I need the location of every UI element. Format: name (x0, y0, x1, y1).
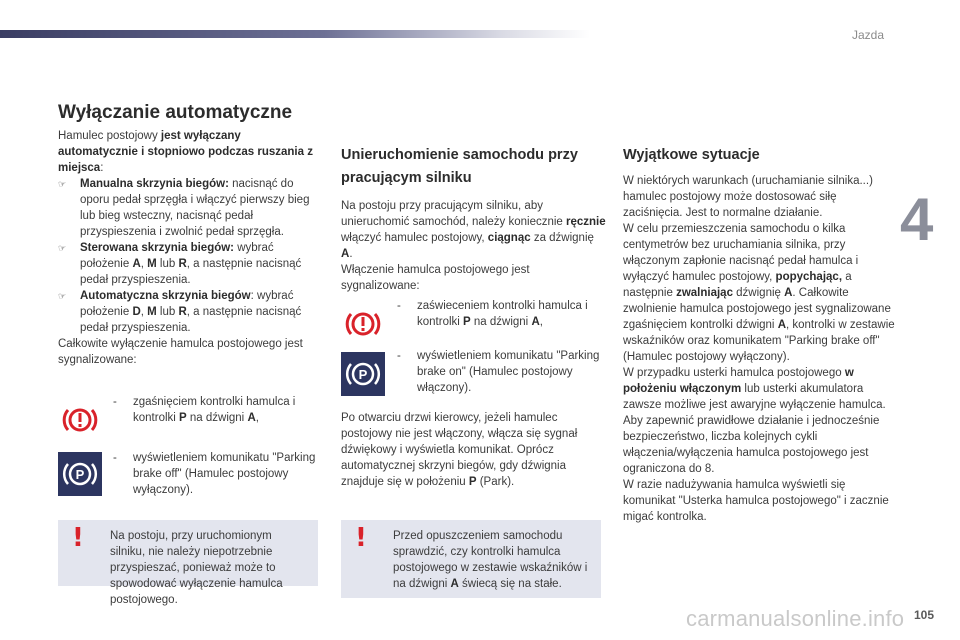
gearbox-list (58, 176, 323, 336)
finger-pointer-icon: ☞ (58, 243, 67, 253)
engage-item-light: - zaświeceniem kontrolki hamulca i kontrolki P na dźwigni A, (397, 300, 588, 328)
column-exceptional-situations (623, 144, 895, 525)
paragraph: Na postoju przy pracującym silniku, aby unieruchomić samochód, należy koniecznie ręcznie włączyć hamulec postojowy, ciągnąc za dźwignię A. (341, 200, 606, 260)
brake-warning-icon (58, 398, 102, 442)
column-automatic-release (58, 128, 323, 368)
exclamation-icon: ! (355, 523, 367, 553)
column-immobilisation (341, 144, 606, 294)
paragraph: W razie nadużywania hamulca wyświetli się komunikat "Usterka hamulca postojowego" i zacznie migać kontrolka. (623, 479, 889, 523)
finger-pointer-icon: ☞ (58, 179, 67, 189)
exclamation-icon: ! (72, 523, 84, 553)
brake-warning-icon (341, 302, 385, 346)
parking-brake-icon (58, 452, 102, 496)
list-item: ☞ Automatyczna skrzynia biegów: wybrać położenie D, M lub R, a następnie nacisnąć pedał przyspieszenia. (58, 290, 302, 334)
section-heading: Unieruchomienie samochodu przy pracującym silniku (341, 147, 578, 186)
paragraph: W celu przemieszczenia samochodu o kilka centymetrów bez uruchamiania silnika, przy włączonym zapłonie nacisnąć pedał hamulca i wyłączyć hamulec postojowy, popychając, a następnie zwalniając dźwignię A. Całkowite zwolnienie hamulca postojowego jest sygnalizowane zgaśnięciem kontrolki dźwigni A, kontrolki w zestawie wskaźników oraz komunikatem "Parking brake off" (Hamulec postojowy wyłączony). (623, 223, 895, 363)
list-item: ☞ Manualna skrzynia biegów: nacisnąć do oporu pedał sprzęgła i włączyć pierwszy bieg lub bieg wsteczny, nacisnąć pedał przyspieszenia i zwolnić pedał sprzęgła. (58, 178, 310, 238)
release-item-light: - zgaśnięciem kontrolki hamulca i kontrolki P na dźwigni A, (113, 396, 296, 424)
section-heading: Wyjątkowe sytuacje (623, 147, 760, 163)
watermark: carmanualsonline.info (686, 606, 905, 631)
parking-brake-icon (341, 352, 385, 396)
release-item-message: - wyświetleniem komunikatu "Parking brake off" (Hamulec postojowy wyłączony). (113, 452, 316, 496)
finger-pointer-icon: ☞ (58, 291, 67, 301)
section-label: Jazda (851, 28, 884, 42)
svg-text:P: P (75, 467, 85, 482)
svg-text:P: P (358, 367, 368, 382)
page-title: Wyłączanie automatyczne (58, 102, 293, 123)
paragraph: Włączenie hamulca postojowego jest sygnalizowane: (341, 264, 530, 292)
list-item: ☞ Sterowana skrzynia biegów: wybrać położenie A, M lub R, a następnie nacisnąć pedał przyspieszenia. (58, 242, 302, 286)
note-box-leaving-car: ! Przed opuszczeniem samochodu sprawdzić, czy kontrolki hamulca postojowego w zestawie wskaźników i na dźwigni A świecą się na stałe. (341, 520, 601, 598)
intro-paragraph: Hamulec postojowy jest wyłączany automatycznie i stopniowo podczas ruszania z miejsca: (58, 130, 313, 174)
paragraph: Aby zapewnić prawidłowe działanie i jednocześnie bezpieczeństwo, liczba kolejnych cykli włączenia/wyłączenia hamulca postojowego jest ograniczona do 8. (623, 415, 880, 475)
header-bar (0, 30, 590, 38)
outro-paragraph: Całkowite wyłączenie hamulca postojowego jest sygnalizowane: (58, 338, 303, 366)
door-open-paragraph: Po otwarciu drzwi kierowcy, jeżeli hamulec postojowy nie jest włączony, włącza się sygnał dźwiękowy i wyświetla komunikat. Oprócz automatycznej skrzyni biegów, gdy dźwignia znajduje się w położeniu P (Park). (341, 412, 578, 488)
paragraph: W niektórych warunkach (uruchamianie silnika...) hamulec postojowy może dostosować siłę zaciśnięcia. Jest to normalne działanie. (623, 175, 873, 219)
paragraph: W przypadku usterki hamulca postojowego w położeniu włączonym lub usterki akumulatora zawsze możliwe jest awaryjne wyłączenie hamulca. (623, 367, 886, 411)
page-number: 105 (914, 608, 935, 622)
note-box-acceleration: ! Na postoju, przy uruchomionym silniku, nie należy niepotrzebnie przyspieszać, ponieważ może to spowodować wyłączenie hamulca postojowego. (58, 520, 318, 586)
engage-item-message: - wyświetleniem komunikatu "Parking brake on" (Hamulec postojowy włączony). (397, 350, 600, 394)
chapter-number: 4 (900, 186, 934, 253)
